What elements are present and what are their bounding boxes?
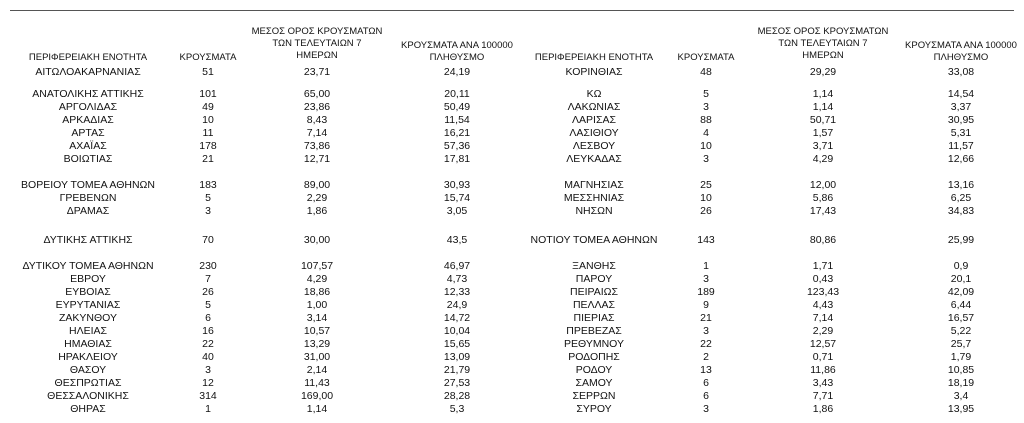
table-cell-avg: 17,43 bbox=[809, 205, 837, 217]
table-cell-avg: 30,00 bbox=[303, 234, 331, 246]
table-cell-avg: 169,00 bbox=[300, 390, 334, 402]
table-cell-avg: 4,29 bbox=[306, 273, 328, 285]
table-cell-region: ΣΥΡΟΥ bbox=[576, 403, 612, 415]
table-cell-per100k: 5,3 bbox=[449, 403, 465, 415]
table-cell-cases: 21 bbox=[700, 312, 712, 324]
table-cell-avg: 4,29 bbox=[812, 153, 834, 165]
table-cell-region: ΠΙΕΡΙΑΣ bbox=[573, 312, 615, 324]
table-cell-avg: 10,57 bbox=[303, 325, 331, 337]
table-cell-region: ΝΗΣΩΝ bbox=[575, 205, 613, 217]
table-cell-cases: 2 bbox=[703, 351, 709, 363]
table-cell-region: ΗΡΑΚΛΕΙΟΥ bbox=[58, 351, 118, 363]
table-cell-region: ΑΧΑΪΑΣ bbox=[69, 140, 107, 152]
table-cell-region: ΠΡΕΒΕΖΑΣ bbox=[566, 325, 622, 337]
table-cell-per100k: 10,85 bbox=[947, 364, 975, 376]
table-cell-cases: 3 bbox=[703, 325, 709, 337]
table-cell-region: ΣΕΡΡΩΝ bbox=[572, 390, 616, 402]
table-cell-avg: 3,43 bbox=[812, 377, 834, 389]
table-cell-per100k: 42,09 bbox=[947, 286, 975, 298]
table-cell-avg: 12,57 bbox=[809, 338, 837, 350]
table-cell-per100k: 14,72 bbox=[443, 312, 471, 324]
table-cell-cases: 22 bbox=[202, 338, 214, 350]
table-cell-cases: 10 bbox=[202, 114, 214, 126]
header-per100k-left: ΠΛΗΘΥΣΜΟ bbox=[429, 52, 485, 63]
table-cell-cases: 11 bbox=[202, 127, 214, 139]
header-avg-right: ΤΩΝ ΤΕΛΕΥΤΑΙΩΝ 7 bbox=[778, 38, 868, 49]
table-cell-cases: 3 bbox=[703, 153, 709, 165]
table-cell-avg: 2,14 bbox=[306, 364, 328, 376]
table-cell-cases: 6 bbox=[703, 390, 709, 402]
table-cell-cases: 10 bbox=[700, 192, 712, 204]
table-cell-region: ΠΕΙΡΑΙΩΣ bbox=[570, 286, 618, 298]
header-per100k-left: ΚΡΟΥΣΜΑΤΑ ΑΝΑ 100000 bbox=[401, 40, 513, 51]
header-region-left: ΠΕΡΙΦΕΡΕΙΑΚΗ ΕΝΟΤΗΤΑ bbox=[28, 52, 148, 63]
table-cell-avg: 1,00 bbox=[306, 299, 328, 311]
table-cell-avg: 12,71 bbox=[303, 153, 331, 165]
table-cell-per100k: 15,74 bbox=[443, 192, 471, 204]
table-cell-region: ΓΡΕΒΕΝΩΝ bbox=[59, 192, 117, 204]
table-cell-per100k: 50,49 bbox=[443, 101, 471, 113]
table-cell-region: ΡΕΘΥΜΝΟΥ bbox=[563, 338, 625, 350]
table-cell-region: ΘΗΡΑΣ bbox=[70, 403, 106, 415]
header-region-right: ΠΕΡΙΦΕΡΕΙΑΚΗ ΕΝΟΤΗΤΑ bbox=[534, 52, 654, 63]
table-cell-avg: 80,86 bbox=[809, 234, 837, 246]
table-cell-per100k: 12,66 bbox=[947, 153, 975, 165]
header-per100k-right: ΠΛΗΘΥΣΜΟ bbox=[933, 52, 989, 63]
table-cell-region: ΗΛΕΙΑΣ bbox=[68, 325, 108, 337]
table-cell-cases: 5 bbox=[703, 88, 709, 100]
table-cell-avg: 7,14 bbox=[306, 127, 328, 139]
table-cell-per100k: 24,9 bbox=[446, 299, 468, 311]
table-cell-avg: 73,86 bbox=[303, 140, 331, 152]
table-cell-per100k: 6,25 bbox=[950, 192, 972, 204]
table-cell-per100k: 24,19 bbox=[443, 66, 471, 78]
table-cell-cases: 143 bbox=[697, 234, 715, 246]
table-cell-cases: 1 bbox=[703, 260, 709, 272]
table-cell-per100k: 13,16 bbox=[947, 179, 975, 191]
table-cell-cases: 3 bbox=[703, 403, 709, 415]
table-cell-cases: 10 bbox=[700, 140, 712, 152]
table-cell-region: ΕΥΡΥΤΑΝΙΑΣ bbox=[55, 299, 121, 311]
table-cell-region: ΗΜΑΘΙΑΣ bbox=[64, 338, 112, 350]
table-cell-avg: 29,29 bbox=[809, 66, 837, 78]
header-avg-left: ΜΕΣΟΣ ΟΡΟΣ ΚΡΟΥΣΜΑΤΩΝ bbox=[251, 26, 383, 37]
header-avg-right: ΗΜΕΡΩΝ bbox=[802, 50, 844, 61]
table-cell-cases: 3 bbox=[205, 364, 211, 376]
table-cell-region: ΘΕΣΠΡΩΤΙΑΣ bbox=[54, 377, 122, 389]
table-cell-region: ΡΟΔΟΠΗΣ bbox=[568, 351, 620, 363]
table-cell-cases: 3 bbox=[703, 273, 709, 285]
table-cell-cases: 7 bbox=[205, 273, 211, 285]
table-cell-cases: 6 bbox=[703, 377, 709, 389]
table-cell-cases: 48 bbox=[700, 66, 712, 78]
table-cell-region: ΛΑΡΙΣΑΣ bbox=[572, 114, 616, 126]
table-cell-avg: 89,00 bbox=[303, 179, 331, 191]
table-cell-avg: 8,43 bbox=[306, 114, 328, 126]
table-cell-avg: 5,86 bbox=[812, 192, 834, 204]
table-cell-per100k: 3,05 bbox=[446, 205, 468, 217]
table-cell-per100k: 0,9 bbox=[953, 260, 969, 272]
table-cell-per100k: 30,93 bbox=[443, 179, 471, 191]
table-cell-per100k: 25,7 bbox=[950, 338, 972, 350]
table-cell-avg: 0,43 bbox=[812, 273, 834, 285]
table-cell-cases: 9 bbox=[703, 299, 709, 311]
table-cell-avg: 107,57 bbox=[300, 260, 334, 272]
table-cell-cases: 5 bbox=[205, 299, 211, 311]
table-cell-cases: 3 bbox=[205, 205, 211, 217]
table-cell-cases: 314 bbox=[199, 390, 217, 402]
header-avg-left: ΗΜΕΡΩΝ bbox=[296, 50, 338, 61]
table-cell-cases: 70 bbox=[202, 234, 214, 246]
table-cell-avg: 2,29 bbox=[306, 192, 328, 204]
table-cell-avg: 65,00 bbox=[303, 88, 331, 100]
table-cell-region: ΑΙΤΩΛΟΑΚΑΡΝΑΝΙΑΣ bbox=[35, 66, 141, 78]
table-cell-region: ΕΥΒΟΙΑΣ bbox=[65, 286, 111, 298]
table-cell-per100k: 27,53 bbox=[443, 377, 471, 389]
table-cell-per100k: 34,83 bbox=[947, 205, 975, 217]
table-cell-avg: 50,71 bbox=[809, 114, 837, 126]
table-cell-cases: 22 bbox=[700, 338, 712, 350]
table-cell-avg: 7,14 bbox=[812, 312, 834, 324]
table-cell-per100k: 25,99 bbox=[947, 234, 975, 246]
table-cell-cases: 178 bbox=[199, 140, 217, 152]
table-cell-cases: 21 bbox=[202, 153, 214, 165]
header-cases-right: ΚΡΟΥΣΜΑΤΑ bbox=[677, 52, 735, 63]
table-cell-cases: 16 bbox=[202, 325, 214, 337]
table-cell-per100k: 16,21 bbox=[443, 127, 471, 139]
table-cell-avg: 3,71 bbox=[812, 140, 834, 152]
table-cell-region: ΚΩ bbox=[586, 88, 602, 100]
table-cell-per100k: 57,36 bbox=[443, 140, 471, 152]
table-cell-per100k: 21,79 bbox=[443, 364, 471, 376]
table-cell-region: ΛΕΣΒΟΥ bbox=[572, 140, 616, 152]
table-cell-cases: 26 bbox=[700, 205, 712, 217]
table-cell-cases: 4 bbox=[703, 127, 709, 139]
table-cell-region: ΛΑΚΩΝΙΑΣ bbox=[567, 101, 621, 113]
table-cell-region: ΞΑΝΘΗΣ bbox=[572, 260, 616, 272]
table-cell-per100k: 20,1 bbox=[950, 273, 972, 285]
table-cell-avg: 11,43 bbox=[304, 377, 330, 389]
table-cell-region: ΘΕΣΣΑΛΟΝΙΚΗΣ bbox=[47, 390, 129, 402]
table-cell-per100k: 5,31 bbox=[950, 127, 972, 139]
table-cell-region: ΔΥΤΙΚΟΥ ΤΟΜΕΑ ΑΘΗΝΩΝ bbox=[22, 260, 154, 272]
table-cell-per100k: 6,44 bbox=[950, 299, 972, 311]
table-cell-avg: 4,43 bbox=[812, 299, 834, 311]
table-cell-region: ΒΟΙΩΤΙΑΣ bbox=[63, 153, 113, 165]
table-cell-region: ΑΡΓΟΛΙΔΑΣ bbox=[58, 101, 118, 113]
table-cell-cases: 230 bbox=[199, 260, 217, 272]
header-cases-left: ΚΡΟΥΣΜΑΤΑ bbox=[179, 52, 237, 63]
table-cell-avg: 7,71 bbox=[812, 390, 834, 402]
header-avg-left: ΤΩΝ ΤΕΛΕΥΤΑΙΩΝ 7 bbox=[272, 38, 362, 49]
table-cell-region: ΠΑΡΟΥ bbox=[575, 273, 613, 285]
table-cell-avg: 31,00 bbox=[303, 351, 331, 363]
table-cell-avg: 123,43 bbox=[806, 286, 840, 298]
table-cell-cases: 51 bbox=[202, 66, 214, 78]
table-cell-region: ΕΒΡΟΥ bbox=[70, 273, 106, 285]
table-cell-per100k: 20,11 bbox=[444, 88, 470, 100]
table-cell-per100k: 33,08 bbox=[947, 66, 975, 78]
table-cell-per100k: 46,97 bbox=[443, 260, 471, 272]
table-cell-cases: 101 bbox=[199, 88, 217, 100]
table-cell-per100k: 5,22 bbox=[950, 325, 972, 337]
table-cell-per100k: 17,81 bbox=[443, 153, 471, 165]
table-cell-region: ΖΑΚΥΝΘΟΥ bbox=[58, 312, 118, 324]
table-cell-cases: 6 bbox=[205, 312, 211, 324]
header-per100k-right: ΚΡΟΥΣΜΑΤΑ ΑΝΑ 100000 bbox=[905, 40, 1017, 51]
table-cell-avg: 18,86 bbox=[303, 286, 331, 298]
table-cell-region: ΜΑΓΝΗΣΙΑΣ bbox=[564, 179, 624, 191]
table-cell-per100k: 3,4 bbox=[953, 390, 969, 402]
header-avg-right: ΜΕΣΟΣ ΟΡΟΣ ΚΡΟΥΣΜΑΤΩΝ bbox=[757, 26, 889, 37]
table-cell-avg: 1,14 bbox=[306, 403, 328, 415]
table-cell-per100k: 15,65 bbox=[443, 338, 471, 350]
table-cell-region: ΑΡΤΑΣ bbox=[71, 127, 105, 139]
table-cell-region: ΣΑΜΟΥ bbox=[575, 377, 613, 389]
table-cell-avg: 11,86 bbox=[810, 364, 836, 376]
table-cell-cases: 12 bbox=[202, 377, 214, 389]
table-cell-avg: 1,57 bbox=[812, 127, 834, 139]
table-cell-cases: 189 bbox=[697, 286, 715, 298]
table-cell-avg: 1,71 bbox=[812, 260, 834, 272]
table-cell-region: ΒΟΡΕΙΟΥ ΤΟΜΕΑ ΑΘΗΝΩΝ bbox=[21, 179, 155, 191]
table-cell-region: ΠΕΛΛΑΣ bbox=[572, 299, 616, 311]
table-cell-cases: 26 bbox=[202, 286, 214, 298]
table-cell-region: ΜΕΣΣΗΝΙΑΣ bbox=[563, 192, 625, 204]
table-cell-cases: 13 bbox=[700, 364, 712, 376]
table-cell-per100k: 11,54 bbox=[444, 114, 470, 126]
table-cell-per100k: 13,09 bbox=[443, 351, 471, 363]
table-cell-avg: 1,86 bbox=[812, 403, 834, 415]
table-cell-avg: 3,14 bbox=[306, 312, 328, 324]
table-cell-per100k: 30,95 bbox=[947, 114, 975, 126]
table-cell-cases: 25 bbox=[700, 179, 712, 191]
table-cell-per100k: 14,54 bbox=[947, 88, 975, 100]
table-cell-cases: 49 bbox=[202, 101, 214, 113]
table-cell-avg: 13,29 bbox=[303, 338, 331, 350]
table-cell-per100k: 43,5 bbox=[446, 234, 468, 246]
table-cell-cases: 40 bbox=[202, 351, 214, 363]
table-cell-cases: 5 bbox=[205, 192, 211, 204]
table-cell-avg: 1,14 bbox=[812, 101, 834, 113]
table-cell-per100k: 11,57 bbox=[948, 140, 974, 152]
table-cell-region: ΛΕΥΚΑΔΑΣ bbox=[566, 153, 622, 165]
table-cell-cases: 88 bbox=[700, 114, 712, 126]
table-cell-avg: 2,29 bbox=[812, 325, 834, 337]
table-cell-per100k: 28,28 bbox=[443, 390, 471, 402]
table-cell-per100k: 16,57 bbox=[947, 312, 975, 324]
table-cell-region: ΝΟΤΙΟΥ ΤΟΜΕΑ ΑΘΗΝΩΝ bbox=[530, 234, 658, 246]
table-cell-per100k: 13,95 bbox=[947, 403, 975, 415]
table-cell-region: ΑΡΚΑΔΙΑΣ bbox=[62, 114, 114, 126]
table-cell-region: ΔΥΤΙΚΗΣ ΑΤΤΙΚΗΣ bbox=[43, 234, 133, 246]
table-cell-region: ΔΡΑΜΑΣ bbox=[66, 205, 110, 217]
table-cell-avg: 0,71 bbox=[812, 351, 834, 363]
table-cell-per100k: 12,33 bbox=[443, 286, 471, 298]
table-cell-region: ΘΑΣΟΥ bbox=[69, 364, 107, 376]
table-cell-avg: 1,86 bbox=[306, 205, 328, 217]
table-cell-per100k: 1,79 bbox=[950, 351, 972, 363]
table-cell-per100k: 10,04 bbox=[443, 325, 471, 337]
table-cell-region: ΡΟΔΟΥ bbox=[575, 364, 613, 376]
table-cell-per100k: 18,19 bbox=[947, 377, 975, 389]
table-cell-region: ΑΝΑΤΟΛΙΚΗΣ ΑΤΤΙΚΗΣ bbox=[32, 88, 144, 100]
table-cell-per100k: 3,37 bbox=[950, 101, 972, 113]
table-cell-avg: 12,00 bbox=[809, 179, 837, 191]
table-cell-region: ΚΟΡΙΝΘΙΑΣ bbox=[565, 66, 623, 78]
table-cell-region: ΛΑΣΙΘΙΟΥ bbox=[569, 127, 619, 139]
table-cell-cases: 3 bbox=[703, 101, 709, 113]
table-cell-avg: 23,71 bbox=[303, 66, 331, 78]
table-cell-cases: 1 bbox=[205, 403, 211, 415]
top-rule bbox=[10, 10, 1014, 11]
table-cell-avg: 1,14 bbox=[812, 88, 834, 100]
table-cell-avg: 23,86 bbox=[303, 101, 331, 113]
table-cell-per100k: 4,73 bbox=[446, 273, 468, 285]
table-cell-cases: 183 bbox=[199, 179, 217, 191]
